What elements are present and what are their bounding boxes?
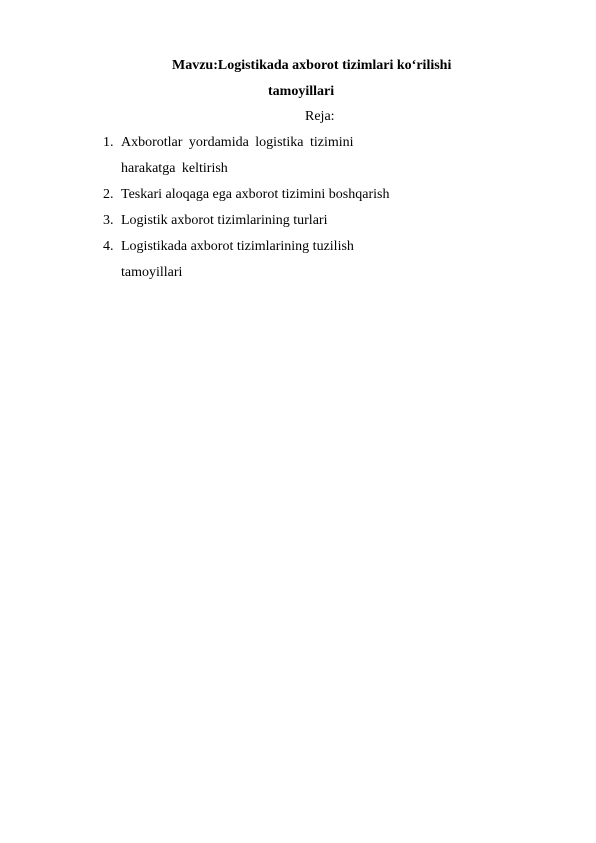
plan-heading: Reja: bbox=[305, 109, 335, 124]
plan-item-number: 3. bbox=[103, 213, 114, 228]
plan-item-text-line-1: Axborotlar yordamida logistika tizimini bbox=[121, 135, 354, 150]
plan-item-number: 2. bbox=[103, 187, 114, 202]
plan-item-text-line-1: Logistikada axborot tizimlarining tuzilish bbox=[121, 239, 354, 254]
plan-item-text-line-1: Logistik axborot tizimlarining turlari bbox=[121, 213, 328, 228]
topic-title-line-1: Mavzu:Logistikada axborot tizimlari ko‘rilishi bbox=[172, 58, 452, 73]
plan-item-number: 1. bbox=[103, 135, 114, 150]
plan-item-number: 4. bbox=[103, 239, 114, 254]
topic-title-line-2: tamoyillari bbox=[268, 84, 335, 99]
plan-item-text-line-1: Teskari aloqaga ega axborot tizimini boshqarish bbox=[121, 187, 390, 202]
plan-item-text-line-2: tamoyillari bbox=[121, 265, 183, 280]
plan-item-text-line-2: harakatga keltirish bbox=[121, 161, 228, 176]
